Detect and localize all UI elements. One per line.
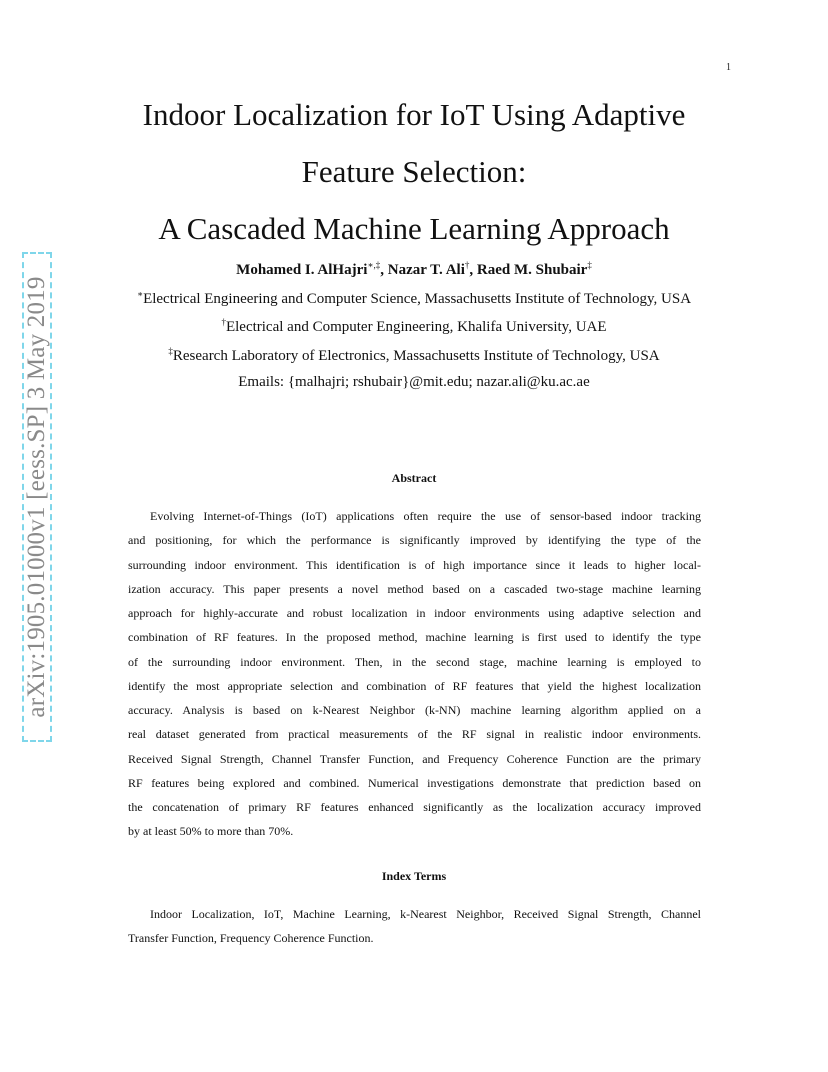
abstract-line: surrounding indoor environment. This identification is of high importance since it leads to higher local- — [128, 557, 701, 572]
affiliation-mark: ‡ — [168, 346, 173, 356]
author-affiliation-mark: † — [464, 260, 470, 270]
paper-title — [60, 86, 768, 257]
abstract-heading: Abstract — [391, 471, 437, 485]
abstract-line: the concatenation of primary RF features enhanced significantly as the localization accuracy improved — [128, 800, 701, 814]
affiliation — [60, 317, 768, 336]
author-affiliation-mark: ∗,‡ — [367, 260, 381, 270]
abstract-line: RF features being explored and combined. Numerical investigations demonstrate that prediction based on — [128, 775, 701, 790]
author-name: Mohamed I. AlHajri — [236, 262, 368, 278]
affiliation — [60, 346, 768, 365]
affiliation — [60, 289, 768, 308]
affiliation-mark: † — [221, 317, 226, 327]
abstract-line: identify the most appropriate selection and combination of RF features that yield the highest localization — [128, 678, 701, 693]
index-terms-heading: Index Terms — [381, 869, 447, 883]
abstract-text — [128, 504, 701, 844]
affiliation-text: Electrical Engineering and Computer Science, Massachusetts Institute of Technology, USA — [143, 291, 692, 307]
author-name: Nazar T. Ali — [387, 262, 465, 278]
arxiv-identifier-stamp[interactable]: arXiv:1905.01000v1 [eess.SP] 3 May 2019 — [22, 252, 52, 742]
affiliation-text: Electrical and Computer Engineering, Khalifa University, UAE — [225, 319, 607, 335]
abstract-line: by at least 50% to more than 70%. — [128, 824, 294, 839]
abstract-line: approach for highly-accurate and robust localization in indoor environments using adaptive selection and — [128, 606, 701, 620]
title-line-3: A Cascaded Machine Learning Approach — [158, 211, 670, 246]
abstract-line: and positioning, for which the performance is significantly improved by identifying the type of the — [128, 533, 701, 548]
affiliation-text: Research Laboratory of Electronics, Massachusetts Institute of Technology, USA — [172, 348, 660, 364]
index-terms-text — [128, 902, 701, 951]
abstract-line: Evolving Internet-of-Things (IoT) applications often require the use of sensor-based indoor tracking — [150, 509, 701, 523]
author-separator: , — [380, 262, 388, 278]
page-number: 1 — [726, 62, 731, 73]
index-terms-line: Indoor Localization, IoT, Machine Learning, k-Nearest Neighbor, Received Signal Strength, Channel — [150, 907, 701, 921]
author-list — [60, 260, 768, 279]
author-name: Raed M. Shubair — [476, 262, 588, 278]
author-affiliation-mark: ‡ — [587, 260, 592, 270]
abstract-line: accuracy. Analysis is based on k-Nearest Neighbor (k-NN) machine learning algorithm applied on a — [128, 703, 701, 717]
abstract-line: Received Signal Strength, Channel Transfer Function, and Frequency Coherence Function are the primary — [128, 751, 701, 766]
abstract-line: ization accuracy. This paper presents a novel method based on a cascaded two-stage machine learning — [128, 581, 701, 596]
title-line-1: Indoor Localization for IoT Using Adaptive — [142, 97, 686, 132]
affiliation-mark: ∗ — [136, 289, 144, 299]
author-separator: , — [469, 262, 477, 278]
author-emails: Emails: {malhajri; rshubair}@mit.edu; nazar.ali@ku.ac.ae — [238, 374, 590, 390]
abstract-line: of the surrounding indoor environment. Then, in the second stage, machine learning is employed to — [128, 654, 701, 669]
index-terms-line: Transfer Function, Frequency Coherence Function. — [128, 931, 374, 946]
title-line-2: Feature Selection: — [301, 154, 527, 189]
abstract-line: real dataset generated from practical measurements of the RF signal in realistic indoor environments. — [128, 727, 701, 742]
abstract-line: combination of RF features. In the proposed method, machine learning is first used to identify the type — [128, 630, 701, 645]
